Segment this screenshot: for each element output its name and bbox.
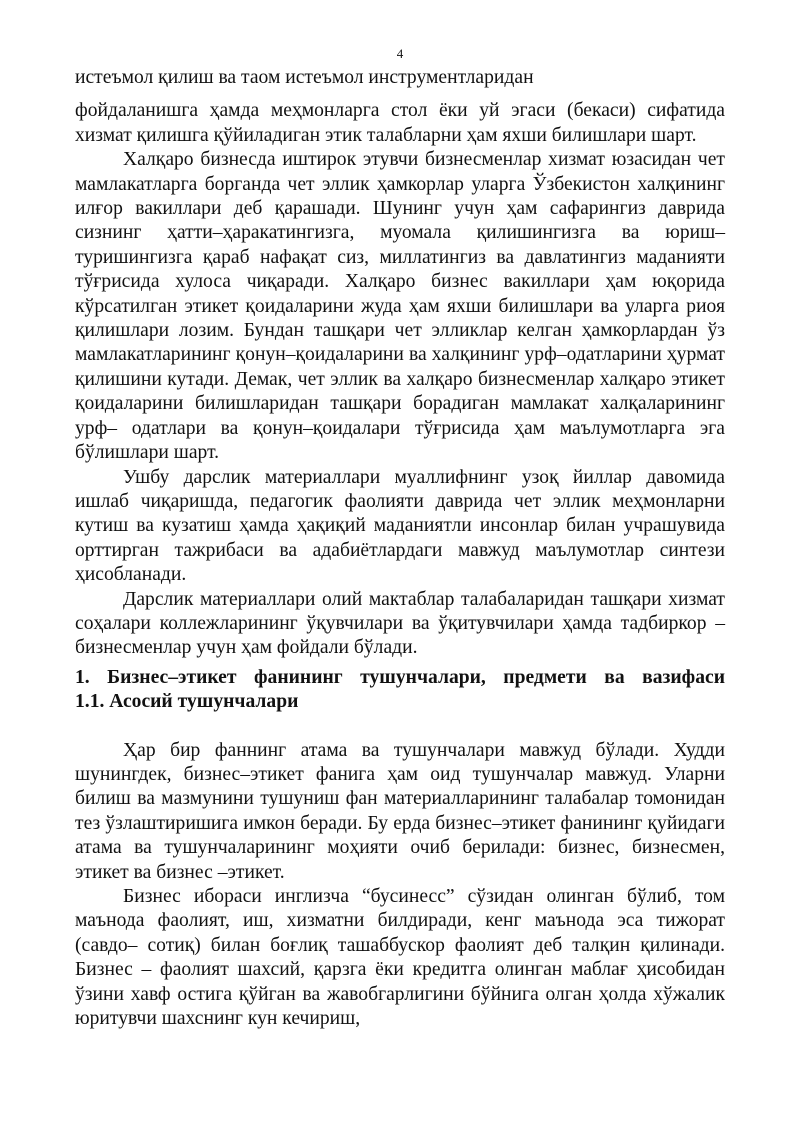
paragraph: Ушбу дарслик материаллари муаллифнинг узоқ йиллар давомида ишлаб чиқаришда, педагогик фаолияти даврида чет эллик меҳмонларни кутиш ва кузатиш ҳамда ҳақиқий маданиятли инсонлар билан учрашувида орттирган тажрибаси ва адабиётлардаги мавжуд маълумотлар синтези ҳисобланади. (75, 466, 725, 586)
paragraph-continuation-line: истеъмол қилиш ва таом истеъмол инструментларидан (75, 67, 534, 88)
paragraph: Ҳар бир фаннинг атама ва тушунчалари мавжуд бўлади. Худди шунингдек, бизнес–этикет фанига ҳам оид тушунчалар мавжуд. Уларни билиш ва мазмунини тушуниш фан материалларининг талабалар томонидан тез ўзлаштиришига имкон беради. Бу ерда бизнес–этикет фанининг қуйидаги атама ва тушунчаларининг моҳияти очиб берилади: бизнес, бизнесмен, этикет ва бизнес –этикет. (75, 739, 725, 883)
paragraph: Бизнес ибораси инглизча “бусинесс” сўзидан олинган бўлиб, том маънода фаолият, иш, хизматни билдиради, кенг маънода эса тижорат (савдо– сотиқ) билан боғлиқ ташаббускор фаолият деб талқин қилинади. Бизнес – фаолият шахсий, қарзга ёки кредитга олинган маблағ ҳисобидан ўзини хавф остига қўйган ва жавобгарлигини бўйнига олган ҳолда хўжалик юритувчи шахснинг кун кечириш, (75, 886, 725, 1030)
blank-line (75, 715, 725, 739)
section-heading: 1.1. Асосий тушунчалари (75, 691, 299, 713)
chapter-heading: 1. Бизнес–этикет фанининг тушунчалари, предмети ва вазифаси (75, 666, 725, 688)
paragraph: Халқаро бизнесда иштирок этувчи бизнесменлар хизмат юзасидан чет мамлакатларга борганда чет эллик ҳамкорлар уларга Ўзбекистон халқининг илғор вакиллари деб қарашади. Шунинг учун ҳам сафарингиз даврида сизнинг ҳатти–ҳаракатингизга, муомала қилишингизга ва юриш– туришингизга қараб нафақат сиз, миллатингиз ва давлатингиз маданияти тўғрисида хулоса чиқаради. Халқаро бизнес вакиллари ҳам юқорида кўрсатилган этикет қоидаларини жуда ҳам яхши билишлари ва уларга риоя қилишлари лозим. Бундан ташқари чет элликлар келган ҳамкорлардан ўз мамлакатларининг қонун–қоидаларини ва халқининг урф–одатларини ҳурмат қилишини кутади. Демак, чет эллик ва халқаро бизнесменлар халқаро этикет қоидаларини билишларидан ташқари борадиган мамлакат халқаларининг урф– одатлари ва қонун–қоидалари тўғрисида ҳам маълумотларга эга бўлишлари шарт. (75, 149, 725, 464)
paragraph: Дарслик материаллари олий мактаблар талабаларидан ташқари хизмат соҳалари коллежларининг ўқувчилари ва ўқитувчилари ҳамда тадбиркор – бизнесменлар учун ҳам фойдали бўлади. (75, 588, 725, 659)
page-body (75, 66, 725, 1031)
paragraph: фойдаланишга ҳамда меҳмонларга стол ёки уй эгаси (бекаси) сифатида хизмат қилишга қўйиладиган этик талабларни ҳам яхши билишлари шарт. (75, 100, 725, 146)
page-number: 4 (396, 46, 404, 61)
